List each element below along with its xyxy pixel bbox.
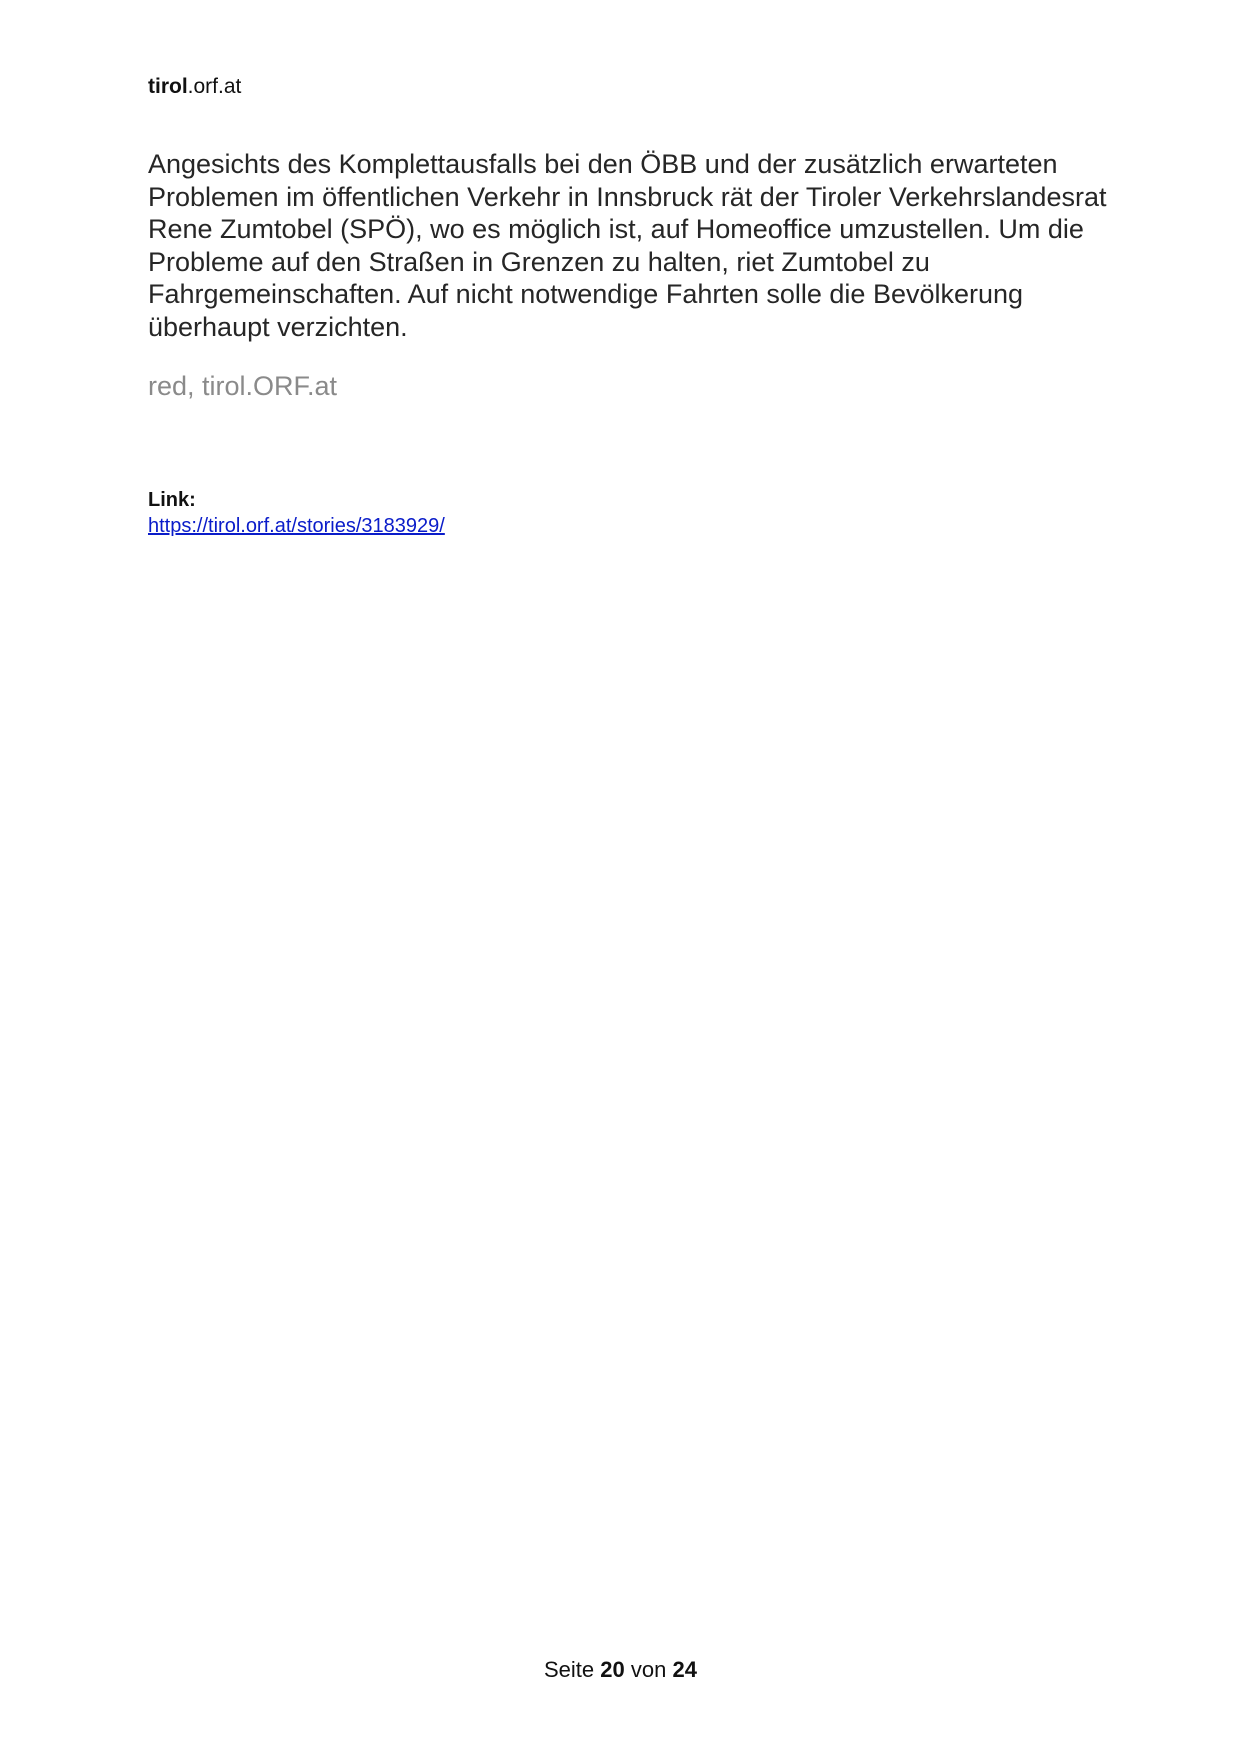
site-name-bold: tirol	[148, 75, 188, 98]
article-paragraph: Angesichts des Komplettausfalls bei den ÖBB und der zusätzlich erwarteten Problemen im öffentlichen Verkehr in Innsbruck rät der Tiroler Verkehrslandesrat Rene Zumtobel (SPÖ), wo es möglich ist, auf Homeoffice umzustellen. Um die Probleme auf den Straßen in Grenzen zu halten, riet Zumtobel zu Fahrgemeinschaften. Auf nicht notwendige Fahrten solle die Bevölkerung überhaupt verzichten.	[148, 149, 1107, 342]
site-header	[148, 74, 241, 100]
page-label: Seite	[544, 1657, 595, 1682]
link-block	[148, 487, 445, 539]
current-page-number: 20	[600, 1657, 625, 1682]
site-name-rest: .orf.at	[187, 75, 242, 98]
link-label: Link:	[148, 489, 196, 511]
page-footer	[0, 1656, 1241, 1684]
article-byline: red, tirol.ORF.at	[148, 371, 338, 401]
article-body	[148, 148, 1108, 343]
article-link[interactable]: https://tirol.orf.at/stories/3183929/	[148, 515, 445, 537]
page-separator: von	[630, 1657, 667, 1682]
total-page-count: 24	[672, 1657, 697, 1682]
